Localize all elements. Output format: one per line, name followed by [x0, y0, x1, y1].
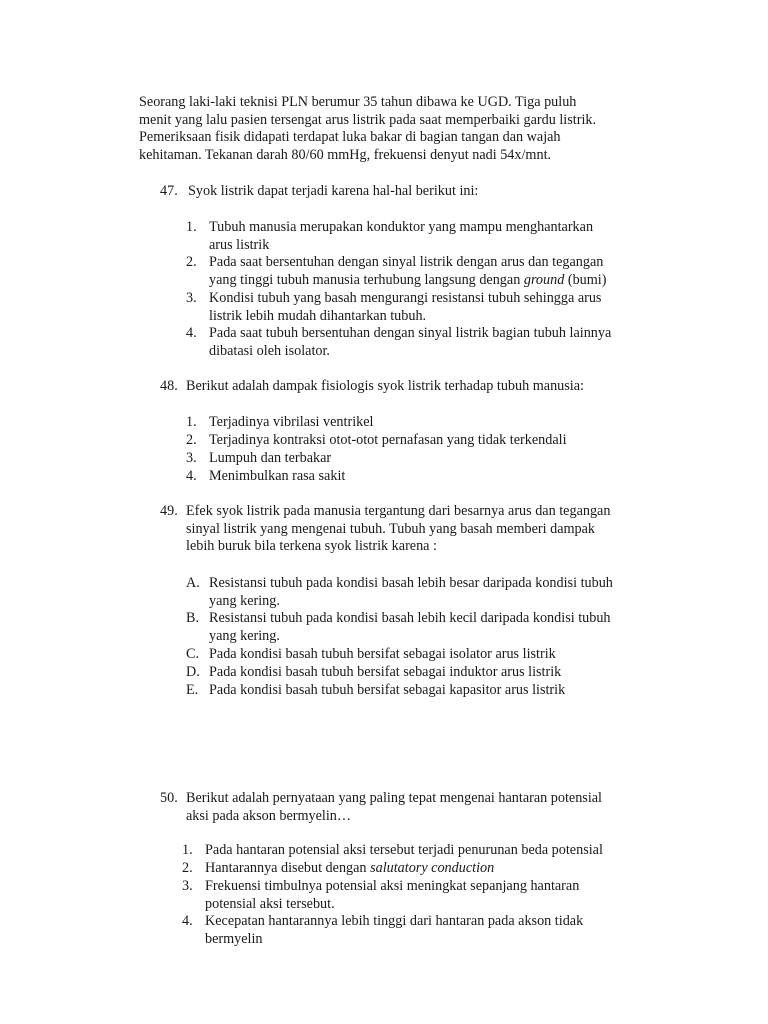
option-marker: D.: [186, 664, 200, 680]
question-number: 50.: [160, 790, 178, 806]
intro-line: Seorang laki-laki teknisi PLN berumur 35 tahun dibawa ke UGD. Tiga puluh: [139, 94, 577, 110]
option-line: Tubuh manusia merupakan konduktor yang mampu menghantarkan: [209, 219, 594, 235]
option-text: [209, 325, 669, 360]
option-text: [205, 860, 665, 878]
question-number: 47.: [160, 183, 178, 199]
option-marker: 4.: [186, 468, 197, 484]
option-text: [209, 450, 669, 468]
option-marker: 2.: [182, 860, 193, 876]
question-text: [186, 378, 666, 396]
option-marker: E.: [186, 682, 199, 698]
option-line: [205, 860, 665, 878]
question-number: 48.: [160, 378, 178, 394]
option-marker: 3.: [182, 878, 193, 894]
option-line-pre: Hantarannya disebut dengan: [205, 860, 371, 876]
option-line: Resistansi tubuh pada kondisi basah lebih kecil daripada kondisi tubuh: [209, 610, 611, 626]
option-line: listrik lebih mudah dihantarkan tubuh.: [209, 307, 427, 324]
option-text: [209, 254, 669, 289]
option-text: [209, 290, 669, 325]
option-line-post: (bumi): [564, 271, 607, 288]
option-marker: 4.: [186, 325, 197, 341]
option-line: potensial aksi tersebut.: [205, 895, 335, 912]
option-line: Pada hantaran potensial aksi tersebut terjadi penurunan beda potensial: [205, 842, 603, 858]
option-line: Pada kondisi basah tubuh bersifat sebagai isolator arus listrik: [209, 646, 556, 662]
option-marker: B.: [186, 610, 200, 626]
option-text: [209, 682, 669, 700]
intro-line: menit yang lalu pasien tersengat arus listrik pada saat memperbaiki gardu listrik.: [139, 111, 597, 128]
option-line: Lumpuh dan terbakar: [209, 450, 332, 466]
option-marker: 4.: [182, 913, 193, 929]
option-marker: 2.: [186, 254, 197, 270]
option-line: dibatasi oleh isolator.: [209, 342, 330, 359]
option-marker: 1.: [186, 219, 197, 235]
option-text: [209, 468, 669, 486]
option-text: [209, 646, 669, 664]
option-line: Resistansi tubuh pada kondisi basah lebih besar daripada kondisi tubuh: [209, 575, 613, 591]
question-line: lebih buruk bila terkena syok listrik karena :: [186, 538, 437, 555]
option-marker: A.: [186, 575, 200, 591]
option-marker: 1.: [186, 414, 197, 430]
option-line: Pada kondisi basah tubuh bersifat sebagai kapasitor arus listrik: [209, 682, 566, 698]
question-line: aksi pada akson bermyelin…: [186, 807, 352, 824]
option-text: [209, 575, 669, 610]
option-line: Terjadinya kontraksi otot-otot pernafasan yang tidak terkendali: [209, 432, 567, 448]
intro-line: Pemeriksaan fisik didapati terdapat luka bakar di bagian tangan dan wajah: [139, 129, 561, 146]
intro-line: kehitaman. Tekanan darah 80/60 mmHg, frekuensi denyut nadi 54x/mnt.: [139, 146, 552, 163]
option-line: Kondisi tubuh yang basah mengurangi resistansi tubuh sehingga arus: [209, 290, 602, 306]
option-line: Kecepatan hantarannya lebih tinggi dari hantaran pada akson tidak: [205, 913, 584, 929]
option-text: [205, 878, 665, 913]
option-text: [209, 414, 669, 432]
question-text: [186, 790, 666, 825]
option-line: Pada saat tubuh bersentuhan dengan sinyal listrik bagian tubuh lainnya: [209, 325, 612, 341]
question-line: Berikut adalah dampak fisiologis syok listrik terhadap tubuh manusia:: [186, 378, 584, 394]
option-line-emphasis: ground: [523, 271, 565, 288]
question-line: Syok listrik dapat terjadi karena hal-hal berikut ini:: [188, 183, 479, 199]
option-line-emphasis: salutatory conduction: [370, 860, 495, 876]
option-text: [205, 913, 665, 948]
option-line: yang kering.: [209, 592, 280, 609]
option-text: [209, 219, 669, 254]
question-line: Berikut adalah pernyataan yang paling tepat mengenai hantaran potensial: [186, 790, 603, 806]
option-text: [209, 610, 669, 645]
option-line-pre: yang tinggi tubuh manusia terhubung langsung dengan: [209, 271, 524, 288]
option-line: Pada saat bersentuhan dengan sinyal listrik dengan arus dan tegangan: [209, 254, 604, 270]
option-line: Terjadinya vibrilasi ventrikel: [209, 414, 374, 430]
option-line: bermyelin: [205, 930, 263, 947]
question-line: Efek syok listrik pada manusia tergantung dari besarnya arus dan tegangan: [186, 503, 611, 519]
option-line: yang kering.: [209, 627, 280, 644]
question-text: [188, 183, 668, 201]
option-marker: 1.: [182, 842, 193, 858]
option-line: Pada kondisi basah tubuh bersifat sebagai induktor arus listrik: [209, 664, 562, 680]
option-text: [209, 432, 669, 450]
question-number: 49.: [160, 503, 178, 519]
question-line: sinyal listrik yang mengenai tubuh. Tubuh yang basah memberi dampak: [186, 520, 596, 537]
option-line: Frekuensi timbulnya potensial aksi meningkat sepanjang hantaran: [205, 878, 580, 894]
option-marker: C.: [186, 646, 200, 662]
option-marker: 3.: [186, 450, 197, 466]
option-text: [205, 842, 665, 860]
option-marker: 3.: [186, 290, 197, 306]
option-line: [209, 272, 669, 290]
option-marker: 2.: [186, 432, 197, 448]
option-line: Menimbulkan rasa sakit: [209, 468, 346, 484]
option-line: arus listrik: [209, 236, 270, 253]
question-text: [186, 503, 666, 556]
case-intro-paragraph: [139, 94, 659, 164]
option-text: [209, 664, 669, 682]
